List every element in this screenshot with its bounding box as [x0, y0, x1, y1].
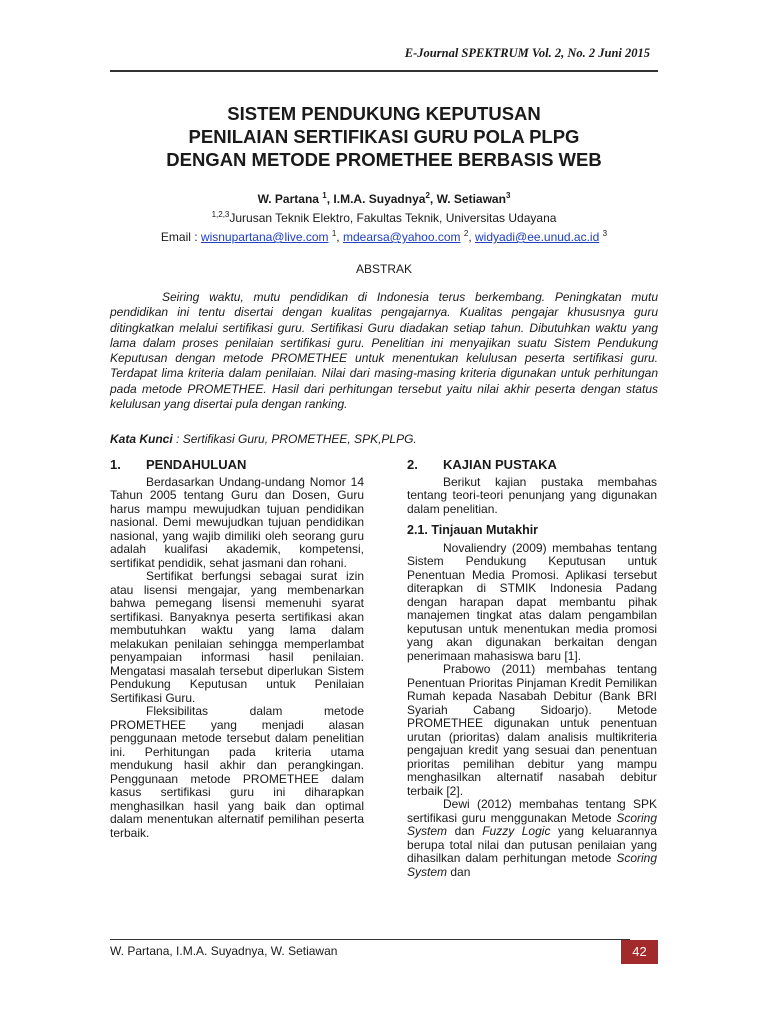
email-line: Email : wisnupartana@live.com $^1$, mdearsa@yahoo.com $^2$, widyadi@ee.unud.ac.id $^3$	[160, 229, 608, 244]
title-line-1: SISTEM PENDUKUNG KEPUTUSAN	[227, 103, 541, 124]
section-2-paragraph-2: Novaliendry (2009) membahas tentang Sistem Pendukung Keputusan untuk Penentuan Media Promosi. Aplikasi tersebut diterapkan di STMIK Indonesia Padang dengan harapan dapat membantu pihak manajemen tingkat atas dalam pengambilan keputusan untuk menentukan media promosi yang akan digunakan berkaitan dengan penerimaan mahasiswa baru [1].	[407, 540, 657, 663]
email-label: Email :	[160, 230, 201, 244]
page-number: 42	[621, 940, 658, 964]
subsection-2-1-heading: 2.1. Tinjauan Mutakhir	[407, 523, 539, 537]
author-3-sup: 3	[505, 191, 511, 200]
author-1-sup: 1	[322, 191, 327, 200]
affiliation-sup: 1,2,3	[211, 210, 230, 219]
author-2-sup: 2	[425, 191, 430, 200]
author-2: I.M.A. Suyadnya	[333, 192, 426, 206]
author-names: W. Partana $^1$, I.M.A. Suyadnya$^2$, W. Setiawan$^3$	[257, 191, 511, 206]
right-column	[407, 458, 657, 879]
section-2-title: KAJIAN PUSTAKA	[443, 457, 557, 472]
p4-text-b: dan	[447, 824, 483, 838]
email-1-sup: 1	[331, 229, 337, 238]
author-1: W. Partana	[257, 192, 319, 206]
section-1-heading	[110, 458, 364, 472]
p4-text-d: dan	[447, 864, 471, 879]
abstract-heading: ABSTRAK	[355, 262, 412, 276]
email-3-sup: 3	[602, 229, 608, 238]
paper-title	[110, 102, 658, 171]
title-line-2: PENILAIAN SERTIFIKASI GURU POLA PLPG	[188, 126, 580, 147]
left-column	[110, 458, 364, 840]
author-3: W. Setiawan	[436, 192, 506, 206]
affiliation	[110, 207, 658, 226]
section-1-title: PENDAHULUAN	[146, 457, 247, 472]
section-2-paragraph-3: Prabowo (2011) membahas tentang Penentuan Prioritas Pinjaman Kredit Pemilikan Rumah kepada Nasabah Debitur (Bank BRI Syariah Cabang Sidoarjo). Metode PROMETHEE digunakan untuk penentuan urutan (prioritas) dalam analisis multikriteria pengajuan kredit yang sesuai dan penentuan prioritas pemilihan debitur yang mampu menghasilkan alternatif nasabah debitur terbaik [2].	[407, 662, 657, 798]
p4-italic-3: Scoring System	[407, 851, 657, 879]
email-link-1[interactable]: wisnupartana@live.com	[200, 230, 329, 244]
section-1-number: 1.	[110, 457, 121, 472]
footer-authors: W. Partana, I.M.A. Suyadnya, W. Setiawan	[110, 944, 338, 958]
p4-italic-2: Fuzzy Logic	[482, 824, 551, 838]
section-2-heading	[407, 458, 657, 472]
footer-rule	[110, 939, 630, 940]
section-1-paragraph-2: Sertifikat berfungsi sebagai surat izin atau lisensi mengajar, yang membenarkan bahwa pemegang lisensi memenuhi syarat sertifikasi. Banyaknya peserta sertifikasi akan membutuhkan waktu yang lama dalam melakukan penilaian sehingga memperlambat penyampaian informasi hasil penilaian. Mengatasi masalah tersebut diperlukan Sistem Pendukung Keputusan untuk Penilaian Sertifikasi Guru.	[110, 569, 364, 705]
section-1-paragraph-3: Fleksibilitas dalam metode PROMETHEE yang menjadi alasan penggunaan metode tersebut dalam penelitian ini. Perhitungan pada kriteria utama mendukung hasil akhir dan perangkingan. Penggunaan metode PROMETHEE dalam kasus sertifikasi guru ini diharapkan menghasilkan hasil yang baik dan optimal dalam menentukan alternatif pemilihan peserta terbaik.	[110, 704, 364, 840]
keywords-label: Kata Kunci	[110, 432, 173, 446]
section-1-paragraph-1: Berdasarkan Undang-undang Nomor 14 Tahun 2005 tentang Guru dan Dosen, Guru harus mampu mewujudkan tujuan pendidikan nasional. Demi mewujudkan tujuan pendidikan nasional, yang wajib dimiliki oleh seorang guru adalah kualifasi akademik, kompetensi, sertifikat pendidik, sehat jasmani dan rohani.	[110, 474, 364, 570]
section-2-paragraph-4	[407, 798, 657, 879]
affiliation-text: Jurusan Teknik Elektro, Fakultas Teknik, Universitas Udayana	[229, 211, 557, 225]
email-link-3[interactable]: widyadi@ee.unud.ac.id	[475, 230, 600, 244]
email-link-2[interactable]: mdearsa@yahoo.com	[342, 230, 461, 244]
p4-italic-1: Scoring System	[407, 810, 657, 838]
section-2-number: 2.	[407, 457, 418, 472]
p4-text-c: yang keluarannya berupa total nilai dan putusan penilaian yang dihasilkan dalam perhitungan metode	[407, 824, 657, 865]
keywords-text: : Sertifikasi Guru, PROMETHEE, SPK,PLPG.	[172, 432, 417, 446]
keywords	[110, 432, 658, 446]
journal-header: E-Journal SPEKTRUM Vol. 2, No. 2 Juni 2015	[404, 46, 650, 60]
title-line-3: DENGAN METODE PROMETHEE BERBASIS WEB	[166, 149, 602, 170]
header-rule	[110, 70, 658, 72]
author-block	[110, 188, 658, 245]
abstract-text: Seiring waktu, mutu pendidikan di Indonesia terus berkembang. Peningkatan mutu pendidikan ini tentu disertai dengan kualitas pengajarnya. Kualitas pengajar khususnya guru ditingkatkan melalui sertifikasi guru. Sertifikasi Guru diadakan setiap tahun. Dibutuhkan waktu yang lama dalam proses penilaian sertifikasi guru. Penelitian ini menyajikan suatu Sistem Pendukung Keputusan dengan metode PROMETHEE untuk menentukan kelulusan peserta sertifikasi guru. Terdapat lima kriteria dalam penilaian. Nilai dari masing-masing kriteria digunakan untuk perhitungan pada metode PROMETHEE. Hasil dari perhitungan tersebut yaitu nilai akhir peserta dengan status kelulusan yang disertai pula dengan ranking.	[110, 290, 658, 412]
p4-text-a: Dewi (2012) membahas tentang SPK sertifikasi guru menggunakan Metode	[407, 797, 657, 825]
email-2-sup: 2	[463, 229, 469, 238]
section-2-paragraph-1: Berikut kajian pustaka membahas tentang teori-teori penunjang yang digunakan dalam penelitian.	[407, 474, 657, 516]
